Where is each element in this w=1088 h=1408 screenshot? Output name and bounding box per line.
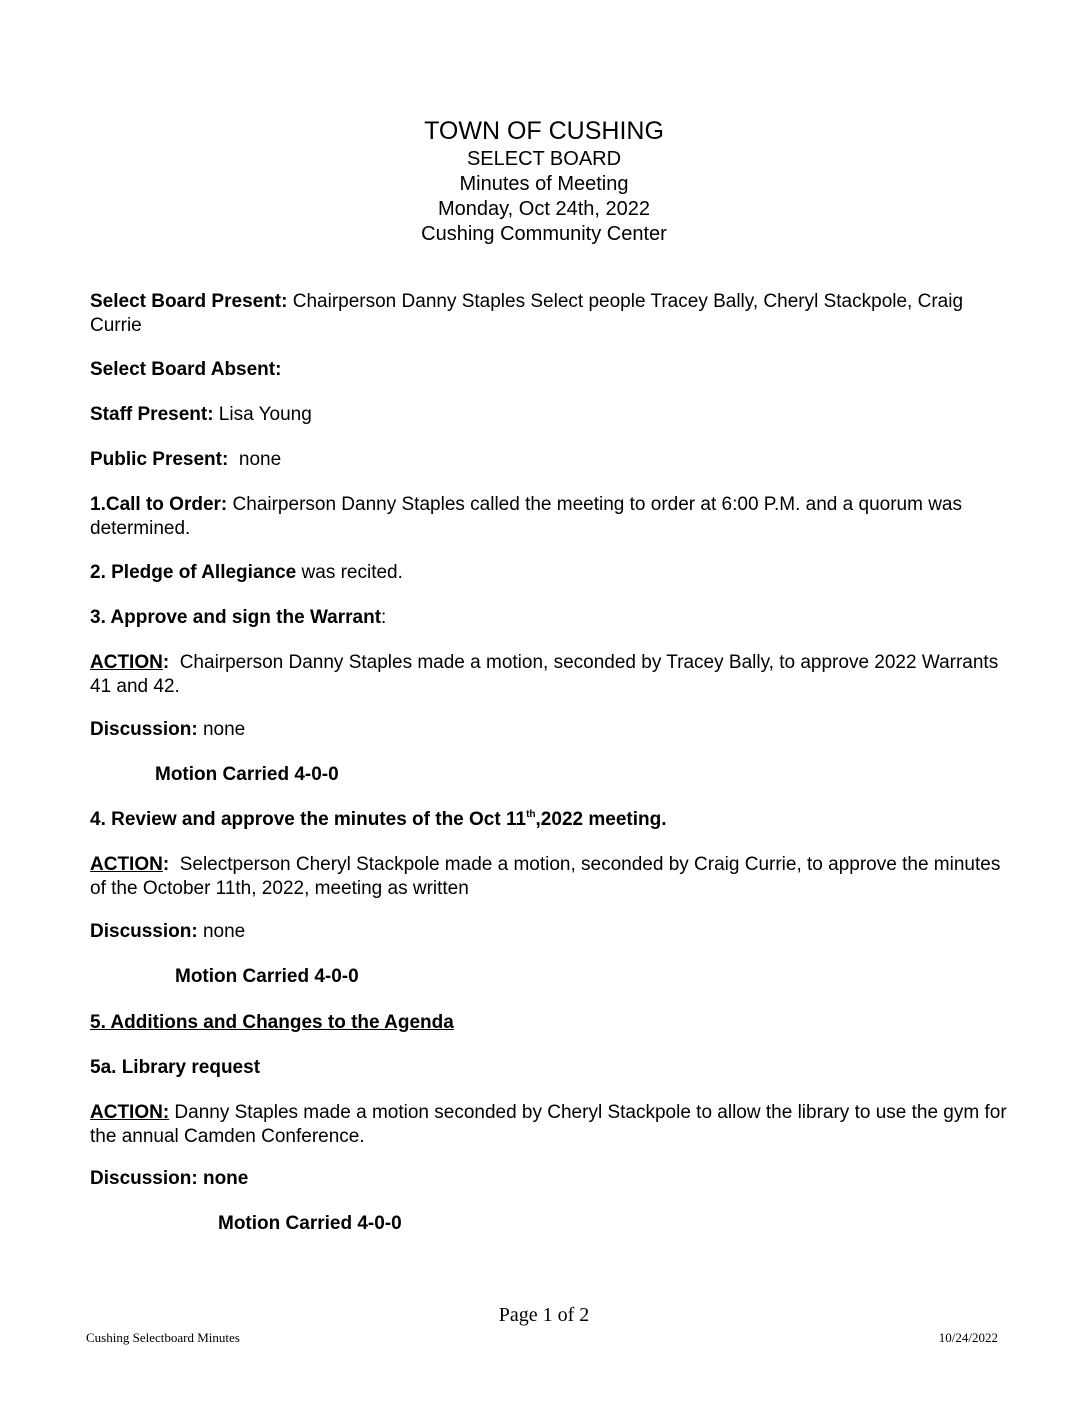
discussion-label: Discussion: bbox=[90, 921, 198, 942]
minutes-heading bbox=[90, 808, 1010, 832]
action-colon: : bbox=[162, 652, 170, 673]
minutes-action-text: Selectperson Cheryl Stackpole made a motion, seconded by Craig Currie, to approve the minutes of the October 11th, 2022, meeting as written bbox=[90, 854, 1006, 899]
warrant-action-text: Chairperson Danny Staples made a motion, seconded by Tracey Bally, to approve 2022 Warrants 41 and 42. bbox=[90, 652, 1004, 697]
meeting-date: Monday, Oct 24th, 2022 bbox=[438, 198, 650, 220]
minutes-heading-b: ,2022 meeting. bbox=[535, 809, 667, 830]
staff-present-value: Lisa Young bbox=[213, 404, 312, 425]
board-present-value: Chairperson Danny Staples Select people Tracey Bally, Cheryl Stackpole, Craig Currie bbox=[90, 291, 964, 336]
minutes-heading-sup: th bbox=[526, 809, 536, 820]
library-action bbox=[90, 1101, 1010, 1149]
minutes-heading-a: 4. Review and approve the minutes of the Oct 11 bbox=[90, 809, 527, 830]
public-present-label: Public Present: bbox=[90, 449, 229, 470]
library-heading bbox=[90, 1056, 1010, 1080]
doc-title: TOWN OF CUSHING bbox=[424, 117, 664, 145]
library-discussion-text: Discussion: none bbox=[90, 1168, 249, 1189]
staff-present-label: Staff Present: bbox=[90, 404, 214, 425]
warrant-heading-text: 3. Approve and sign the Warrant bbox=[90, 607, 382, 628]
board-present bbox=[90, 290, 1010, 338]
footer-doc-name: Cushing Selectboard Minutes bbox=[86, 1330, 240, 1345]
footer-date: 10/24/2022 bbox=[938, 1330, 998, 1345]
minutes-discussion bbox=[90, 920, 1010, 944]
action-label: ACTION bbox=[90, 854, 163, 875]
motion-result: Motion Carried 4-0-0 bbox=[218, 1213, 402, 1234]
warrant-heading-colon: : bbox=[381, 607, 387, 628]
motion-result: Motion Carried 4-0-0 bbox=[175, 966, 359, 987]
additions-heading bbox=[90, 1011, 1010, 1035]
board-absent-label: Select Board Absent: bbox=[90, 359, 282, 380]
discussion-value: none bbox=[197, 921, 246, 942]
board-present-label: Select Board Present: bbox=[90, 291, 288, 312]
action-colon: : bbox=[162, 854, 170, 875]
warrant-heading bbox=[90, 606, 1010, 630]
pledge-text: was recited. bbox=[296, 562, 403, 583]
staff-present bbox=[90, 403, 1010, 427]
library-heading-text: 5a. Library request bbox=[90, 1057, 261, 1078]
action-label: ACTION bbox=[90, 652, 163, 673]
doc-type: Minutes of Meeting bbox=[459, 173, 629, 195]
call-to-order bbox=[90, 493, 1010, 541]
additions-heading-text: 5. Additions and Changes to the Agenda bbox=[90, 1012, 454, 1033]
discussion-value: none bbox=[197, 719, 246, 740]
call-to-order-label: 1.Call to Order: bbox=[90, 494, 228, 515]
minutes-action bbox=[90, 853, 1010, 901]
public-present bbox=[90, 448, 1010, 472]
pledge bbox=[90, 561, 1010, 585]
library-motion-result bbox=[218, 1212, 1088, 1236]
page-number: Page 1 of 2 bbox=[498, 1304, 590, 1326]
library-discussion bbox=[90, 1167, 1010, 1191]
warrant-motion-result bbox=[155, 763, 1075, 787]
public-present-value: none bbox=[228, 449, 282, 470]
motion-result: Motion Carried 4-0-0 bbox=[155, 764, 339, 785]
board-name: SELECT BOARD bbox=[466, 148, 622, 170]
discussion-label: Discussion: bbox=[90, 719, 198, 740]
minutes-motion-result bbox=[175, 965, 1088, 989]
board-absent bbox=[90, 358, 1010, 382]
warrant-action bbox=[90, 651, 1010, 699]
meeting-location: Cushing Community Center bbox=[421, 223, 667, 245]
pledge-label: 2. Pledge of Allegiance bbox=[90, 562, 297, 583]
warrant-discussion bbox=[90, 718, 1010, 742]
library-action-label: ACTION: bbox=[90, 1102, 170, 1123]
call-to-order-text: Chairperson Danny Staples called the meeting to order at 6:00 P.M. and a quorum was determined. bbox=[90, 494, 962, 539]
library-action-text: Danny Staples made a motion seconded by Cheryl Stackpole to allow the library to use the gym for the annual Camden Conference. bbox=[90, 1102, 1007, 1147]
